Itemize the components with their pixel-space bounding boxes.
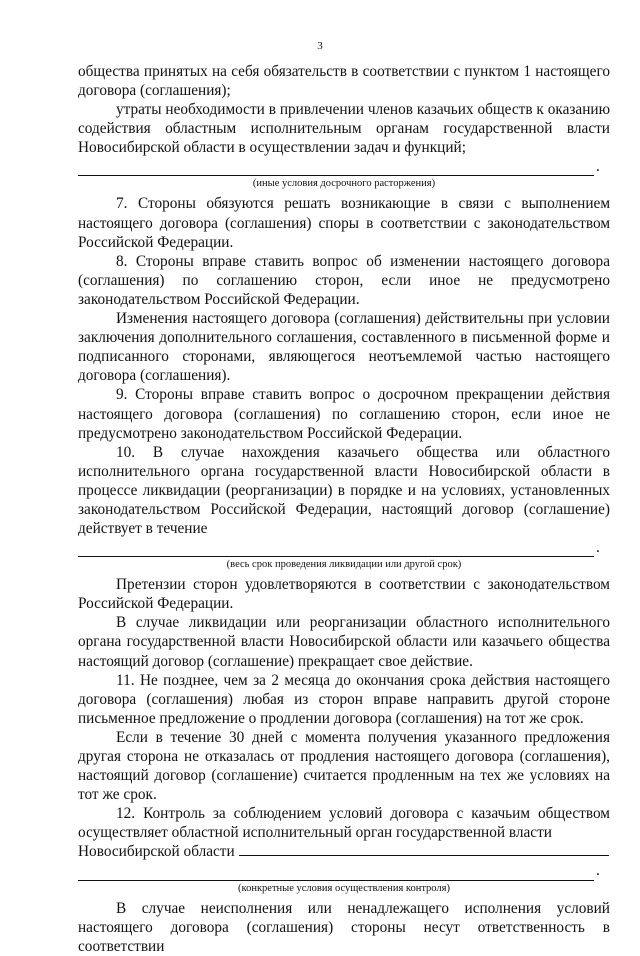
paragraph-claims: Претензии сторон удовлетворяются в соответствии с законодательством Российской Федерации.	[78, 576, 610, 613]
caption-control-conditions: (конкретные условия осуществления контроля)	[238, 882, 450, 894]
paragraph-termination-reason: утраты необходимости в привлечении членов казачьих обществ к оказанию содействия областным исполнительным органам государственной власти Новосибирской области в осуществлении задач и функций;	[78, 101, 610, 157]
blank-underline	[78, 868, 594, 881]
paragraph-clause-8: 8. Стороны вправе ставить вопрос об изменении настоящего договора (соглашения) по соглашению сторон, если иное не предусмотрено законодательством Российской Федерации.	[78, 252, 610, 308]
paragraph-amendments: Изменения настоящего договора (соглашения) действительны при условии заключения дополнительного соглашения, составленного в письменной форме и подписанного сторонами, являющегося неотъемлемой частью настоящего договора (соглашения).	[78, 310, 610, 385]
paragraph-clause-12: 12. Контроль за соблюдением условий договора с казачьим обществом осуществляет областной исполнительный орган государственной власти	[78, 805, 610, 842]
control-body-line	[78, 842, 610, 861]
page-number: 3	[317, 40, 323, 52]
paragraph-liability: В случае неисполнения или ненадлежащего исполнения условий настоящего договора (соглашения) стороны несут ответственность в соответствии	[78, 899, 610, 955]
paragraph-clause-7: 7. Стороны обязуются решать возникающие в связи с выполнением настоящего договора (соглашения) споры в соответствии с законодательством Российской Федерации.	[78, 195, 610, 251]
blank-underline	[78, 163, 594, 176]
blank-line-liquidation-period	[78, 538, 610, 557]
paragraph-clause-9: 9. Стороны вправе ставить вопрос о досрочном прекращении действия настоящего договора (соглашения) по соглашению сторон, если иное не предусмотрено законодательством Российской Федерации.	[78, 386, 610, 442]
paragraph-extension: Если в течение 30 дней с момента получения указанного предложения другая сторона не отказалась от продления настоящего договора (соглашения), настоящий договор (соглашение) считается продленным на тех же условиях на тот же срок.	[78, 728, 610, 804]
document-body	[78, 62, 610, 956]
line-end-mark: .	[596, 862, 600, 880]
line-end-mark: .	[596, 539, 600, 557]
paragraph-clause-11: 11. Не позднее, чем за 2 месяца до окончания срока действия настоящего договора (соглашения) любая из сторон вправе направить другой стороне письменное предложение о продлении договора (соглашения) на тот же срок.	[78, 671, 610, 727]
blank-line-control-conditions	[78, 862, 610, 881]
caption-termination-conditions: (иные условия досрочного расторжения)	[252, 178, 436, 190]
blank-underline-inline	[239, 843, 609, 856]
paragraph-clause-10: 10. В случае нахождения казачьего общества или областного исполнительного органа государственной власти Новосибирской области в процессе ликвидации (реорганизации) в порядке и на условиях, установленных законодательством Российской Федерации, настоящий договор (соглашение) действует в течение	[78, 443, 610, 538]
caption-liquidation-period: (весь срок проведения ликвидации или другой срок)	[226, 559, 462, 571]
line-end-mark: .	[596, 158, 600, 176]
blank-line-termination-conditions	[78, 157, 610, 176]
control-region-text: Новосибирской области	[78, 843, 235, 861]
paragraph-liquidation: В случае ликвидации или реорганизации областного исполнительного органа государственной власти Новосибирской области или казачьего общества настоящий договор (соглашение) прекращает свое действие.	[78, 614, 610, 670]
blank-underline	[78, 544, 594, 557]
paragraph-continuation: общества принятых на себя обязательств в соответствии с пунктом 1 настоящего договора (соглашения);	[78, 63, 610, 100]
